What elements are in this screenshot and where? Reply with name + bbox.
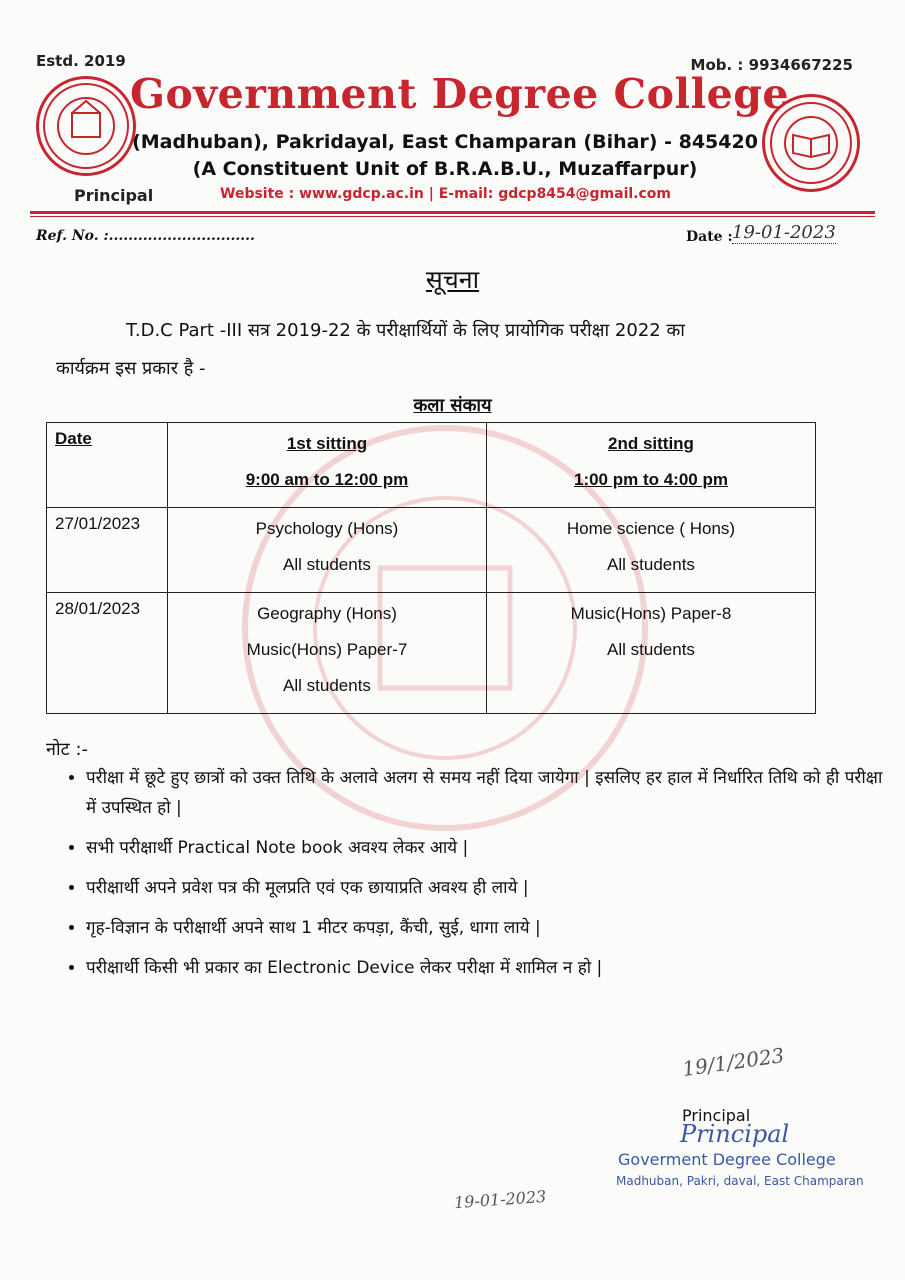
- principal-signature: 19/1/2023: [680, 1042, 786, 1082]
- principal-stamp-title: Principal: [680, 1120, 790, 1148]
- notice-intro-line1: T.D.C Part -III सत्र 2019-22 के परीक्षार्थियों के लिए प्रायोगिक परीक्षा 2022 का: [126, 320, 685, 341]
- notes-heading: नोट :-: [46, 739, 89, 760]
- subject: Psychology (Hons): [255, 519, 399, 538]
- list-item: • सभी परीक्षार्थी Practical Note book अवश्य लेकर आये |: [86, 833, 886, 863]
- date-value: 19-01-2023: [732, 222, 836, 243]
- subject-note: All students: [607, 640, 695, 659]
- subject: Music(Hons) Paper-7: [246, 640, 408, 659]
- list-item: • गृह-विज्ञान के परीक्षार्थी अपने साथ 1 मीटर कपड़ा, कैंची, सुई, धागा लाये |: [86, 913, 886, 943]
- header-divider-thin: [30, 216, 875, 217]
- row-date: 27/01/2023: [47, 508, 168, 593]
- notice-title: सूचना: [425, 265, 480, 294]
- exam-schedule-table: [46, 422, 816, 714]
- notice-intro-line2: कार्यक्रम इस प्रकार है -: [56, 358, 206, 379]
- subject-note: All students: [283, 555, 371, 574]
- subject: Geography (Hons): [257, 604, 397, 623]
- notes-list: [58, 763, 886, 993]
- college-address: (Madhuban), Pakridayal, East Champaran (Bihar) - 845420: [132, 131, 758, 153]
- first-sitting-title: 1st sitting: [286, 434, 368, 453]
- table-row: [47, 508, 816, 593]
- table-header-row: [47, 423, 816, 508]
- header-first-sitting: [168, 423, 487, 508]
- principal-stamp-college: Goverment Degree College: [618, 1150, 836, 1169]
- subject: Music(Hons) Paper-8: [570, 604, 732, 623]
- row-second-sitting: [486, 593, 815, 714]
- first-sitting-time: 9:00 am to 12:00 pm: [245, 470, 409, 489]
- reference-number: Ref. No. :..............................: [36, 228, 255, 244]
- principal-stamp-location: Madhuban, Pakri, daval, East Champaran: [616, 1174, 864, 1188]
- row-first-sitting: [168, 508, 487, 593]
- principal-label: Principal: [682, 1106, 751, 1125]
- header-second-sitting: [486, 423, 815, 508]
- second-sitting-time: 1:00 pm to 4:00 pm: [573, 470, 728, 489]
- constituent-unit: (A Constituent Unit of B.R.A.B.U., Muzaffarpur): [192, 158, 698, 180]
- row-date: 28/01/2023: [47, 593, 168, 714]
- subject-note: All students: [283, 676, 371, 695]
- list-item: • परीक्षार्थी किसी भी प्रकार का Electronic Device लेकर परीक्षा में शामिल न हो |: [86, 953, 886, 983]
- mobile-number: Mob. : 9934667225: [690, 56, 853, 74]
- clerk-signature: 19-01-2023: [453, 1186, 547, 1213]
- website-email: Website : www.gdcp.ac.in | E-mail: gdcp8454@gmail.com: [220, 186, 672, 202]
- faculty-heading: कला संकाय: [413, 395, 492, 416]
- college-name: Government Degree College: [130, 70, 789, 118]
- subject: Home science ( Hons): [566, 519, 736, 538]
- subject-note: All students: [607, 555, 695, 574]
- list-item: • परीक्षार्थी अपने प्रवेश पत्र की मूलप्रति एवं एक छायाप्रति अवश्य ही लाये |: [86, 873, 886, 903]
- row-first-sitting: [168, 593, 487, 714]
- established-year: Estd. 2019: [36, 52, 126, 70]
- header-divider: [30, 211, 875, 214]
- list-item: • परीक्षा में छूटे हुए छात्रों को उक्त तिथि के अलावे अलग से समय नहीं दिया जायेगा | इसलिए हर हाल में निर्धारित तिथि को ही परीक्षा में उपस्थित हो |: [86, 763, 886, 823]
- college-seal-logo: [762, 94, 860, 192]
- second-sitting-title: 2nd sitting: [608, 434, 694, 453]
- row-second-sitting: [486, 508, 815, 593]
- table-row: [47, 593, 816, 714]
- university-seal-logo: [36, 76, 136, 176]
- date-label: Date :: [686, 229, 733, 245]
- principal-heading: Principal: [74, 186, 154, 205]
- header-date: Date: [47, 423, 168, 508]
